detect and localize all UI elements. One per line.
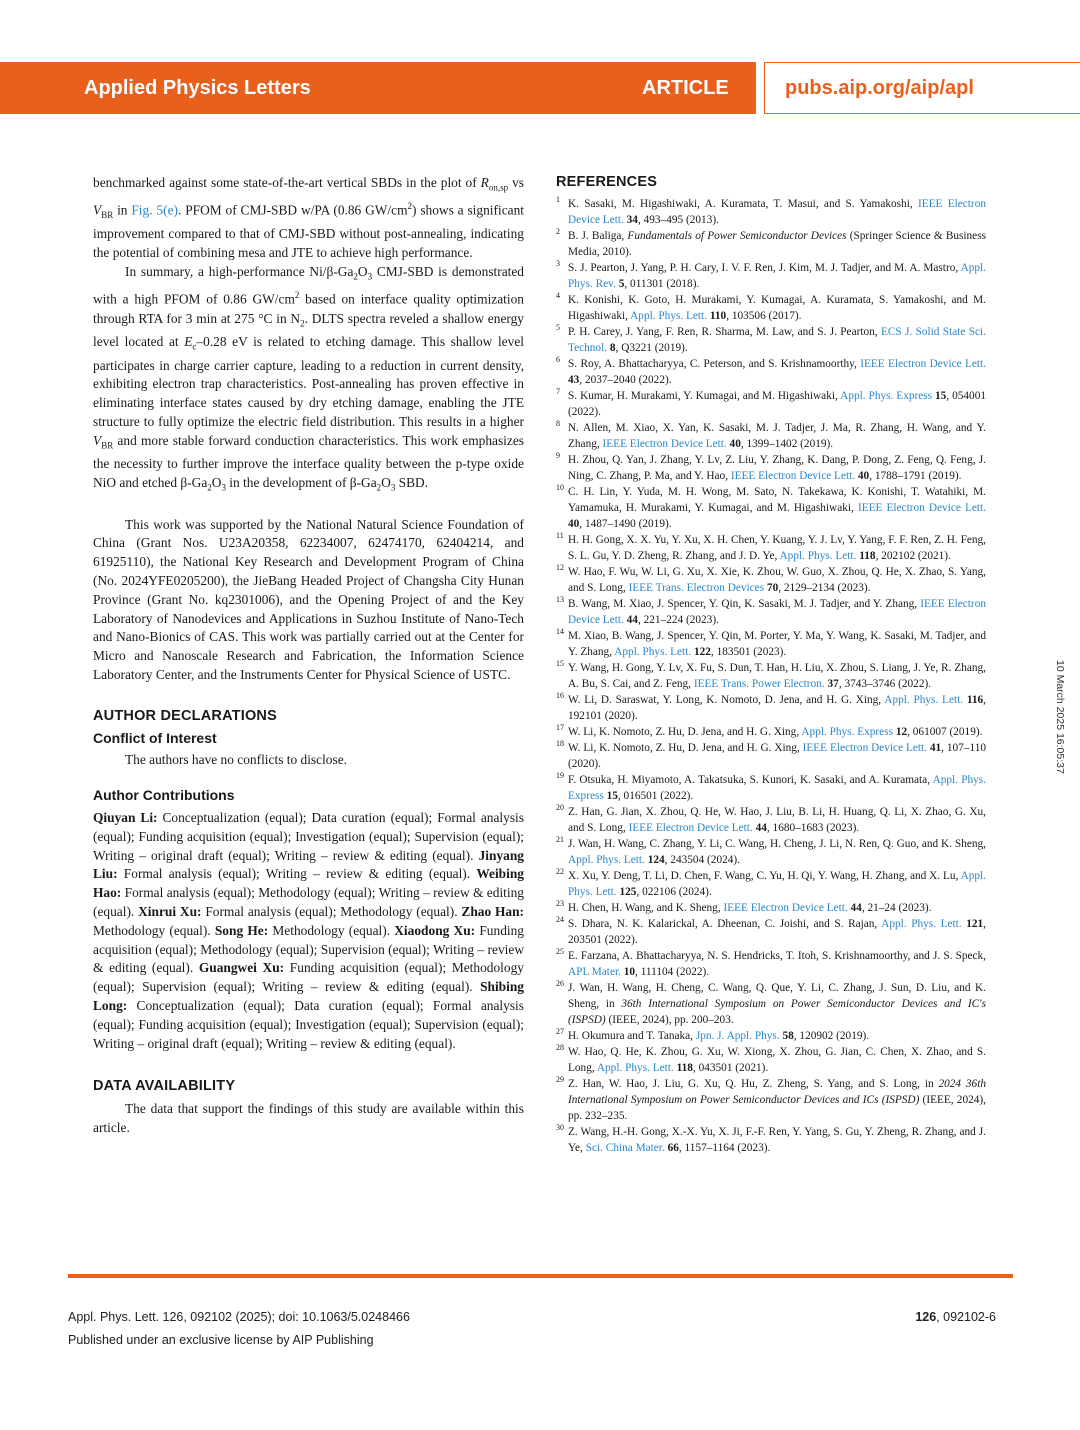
reference-number: 10 xyxy=(556,483,564,492)
section-heading-author-declarations: AUTHOR DECLARATIONS xyxy=(93,707,277,724)
journal-link[interactable]: IEEE Electron Device Lett. xyxy=(568,198,986,226)
reference-number: 22 xyxy=(556,867,564,876)
reference-item xyxy=(556,900,986,916)
reference-number: 9 xyxy=(556,451,560,460)
journal-link[interactable]: Appl. Phys. Rev. xyxy=(568,262,986,290)
reference-item xyxy=(556,724,986,740)
author-declarations-section xyxy=(93,707,524,1054)
reference-item xyxy=(556,868,986,900)
reference-number: 6 xyxy=(556,355,560,364)
journal-link[interactable]: Appl. Phys. Lett. xyxy=(881,918,962,930)
reference-number: 1 xyxy=(556,195,560,204)
reference-text: F. Otsuka, H. Miyamoto, A. Takatsuka, S. Kunori, K. Sasaki, and A. Kuramata, Appl. Phys. Express 15, 016501 (2022). xyxy=(568,774,986,802)
journal-link[interactable]: Appl. Phys. Express xyxy=(801,726,893,738)
reference-text: B. Wang, M. Xiao, J. Spencer, Y. Qin, K. Sasaki, M. J. Tadjer, and Y. Zhang, IEEE Electron Device Lett. 44, 221–224 (2023). xyxy=(568,598,986,626)
journal-link[interactable]: IEEE Electron Device Lett. xyxy=(802,742,927,754)
journal-header xyxy=(0,62,1080,114)
journal-link[interactable]: IEEE Electron Device Lett. xyxy=(628,822,753,834)
reference-number: 7 xyxy=(556,387,560,396)
reference-item xyxy=(556,740,986,772)
reference-item xyxy=(556,980,986,1028)
reference-number: 20 xyxy=(556,803,564,812)
journal-link[interactable]: IEEE Electron Device Lett. xyxy=(602,438,727,450)
journal-link[interactable]: Appl. Phys. Lett. xyxy=(596,1062,674,1074)
data-availability-text: The data that support the findings of this study are available within this article. xyxy=(93,1101,524,1135)
journal-link[interactable]: APL Mater. xyxy=(568,966,621,978)
reference-text: P. H. Carey, J. Yang, F. Ren, R. Sharma, M. Law, and S. J. Pearton, ECS J. Solid State Sci. Technol. 8, Q3221 (2019). xyxy=(568,326,986,354)
article-type-label: ARTICLE xyxy=(642,77,729,99)
reference-item xyxy=(556,596,986,628)
reference-item xyxy=(556,484,986,532)
reference-text: J. Wan, H. Wang, H. Cheng, C. Wang, Q. Que, Y. Li, C. Zhang, J. Sun, D. Liu, and K. Sheng, in 36th International Symposium on Power Semiconductor Devices and IC's (ISPSD) (IEEE, 2024), pp. 200–203. xyxy=(568,982,986,1026)
reference-text: W. Hao, Q. He, K. Zhou, G. Xu, W. Xiong, X. Zhou, G. Jian, C. Chen, X. Zhao, and S. Long, Appl. Phys. Lett. 118, 043501 (2021). xyxy=(568,1046,986,1074)
reference-item xyxy=(556,196,986,228)
references-column xyxy=(556,174,986,1156)
journal-url-box xyxy=(764,62,1080,114)
reference-item xyxy=(556,1076,986,1124)
journal-link[interactable]: Jpn. J. Appl. Phys. xyxy=(695,1030,780,1042)
footer-license: Published under an exclusive license by AIP Publishing xyxy=(68,1333,374,1347)
journal-link[interactable]: Appl. Phys. Lett. xyxy=(614,646,692,658)
reference-text: M. Xiao, B. Wang, J. Spencer, Y. Qin, M. Porter, Y. Ma, Y. Wang, K. Sasaki, M. Tadjer, and Y. Zhang, Appl. Phys. Lett. 122, 183501 (2023). xyxy=(568,630,986,658)
reference-text: Z. Han, W. Hao, J. Liu, G. Xu, Q. Hu, Z. Zheng, S. Yang, and S. Long, in 2024 36th International Symposium on Power Semiconductor Devices and ICs (ISPSD) (IEEE, 2024), pp. 232–235. xyxy=(568,1078,986,1122)
reference-item xyxy=(556,836,986,868)
footer-citation[interactable]: Appl. Phys. Lett. 126, 092102 (2025); doi: 10.1063/5.0248466 xyxy=(68,1310,410,1324)
reference-item xyxy=(556,1044,986,1076)
reference-item xyxy=(556,916,986,948)
reference-text: Y. Wang, H. Gong, Y. Lv, X. Fu, S. Dun, T. Han, H. Liu, X. Zhou, S. Liang, J. Ye, R. Zhang, A. Bu, S. Cai, and Z. Feng, IEEE Trans. Power Electron. 37, 3743–3746 (2022). xyxy=(568,662,986,690)
journal-link[interactable]: ECS J. Solid State Sci. Technol. xyxy=(568,326,986,354)
reference-text: C. H. Lin, Y. Yuda, M. H. Wong, M. Sato, N. Takekawa, K. Konishi, T. Watahiki, M. Yamamuka, H. Murakami, Y. Kumagai, and M. Higashiwaki, IEEE Electron Device Lett. 40, 1487–1490 (2019). xyxy=(568,486,986,530)
reference-item xyxy=(556,420,986,452)
journal-link[interactable]: IEEE Electron Device Lett. xyxy=(857,502,986,514)
reference-item xyxy=(556,692,986,724)
reference-item xyxy=(556,948,986,980)
journal-link[interactable]: IEEE Electron Device Lett. xyxy=(860,358,986,370)
reference-text: H. Zhou, Q. Yan, J. Zhang, Y. Lv, Z. Liu, Y. Zhang, K. Dang, P. Dong, Z. Feng, Q. Feng, J. Ning, C. Zhang, P. Ma, and Y. Hao, IEEE Electron Device Lett. 40, 1788–1791 (2019). xyxy=(568,454,986,482)
reference-number: 30 xyxy=(556,1123,564,1132)
journal-link[interactable]: Appl. Phys. Lett. xyxy=(779,550,857,562)
summary-paragraph: In summary, a high-performance $Ni/\beta-Ga_2O_3$ CMJ-SBD is demonstrated with a high PFOM of 0.86 $GW/cm^2$ based on interface quality optimization through RTA for 3 min at 275 °C in $N_2$. DLTS spectra reveled a shallow energy level located at $E_c-0.28$ eV is related to etching damage. This shallow level participates in charge carrier capture, leading to a reduction in current density, exhibiting electron trap characteristics. Post-annealing has proven effective in eliminating interface states caused by dry etching damage, enabling the JTE structure to fully optimize the electric field distribution. This results in a higher $V_{BR}$ and more stable forward conduction characteristics. This work emphasizes the necessity to further improve the interface quality between the p-type oxide NiO and etched $\beta-Ga_2O_3$ in the development of $\beta-Ga_2O_3$ SBD. xyxy=(93,264,525,493)
reference-item xyxy=(556,1124,986,1156)
subheading-conflict: Conflict of Interest xyxy=(93,729,217,746)
header-bar xyxy=(0,62,756,114)
reference-text: Z. Wang, H.-H. Gong, X.-X. Yu, X. Ji, F.-F. Ren, Y. Yang, S. Gu, Y. Zheng, R. Zhang, and J. Ye, Sci. China Mater. 66, 1157–1164 (2023). xyxy=(568,1126,986,1154)
journal-link[interactable]: Appl. Phys. Lett. xyxy=(568,870,986,898)
left-column xyxy=(93,174,524,1138)
reference-text: E. Farzana, A. Bhattacharyya, N. S. Hendricks, T. Itoh, S. Krishnamoorthy, and J. S. Speck, APL Mater. 10, 111104 (2022). xyxy=(568,950,986,978)
reference-item xyxy=(556,628,986,660)
reference-text: B. J. Baliga, Fundamentals of Power Semiconductor Devices (Springer Science & Business Media, 2010). xyxy=(568,230,986,258)
reference-item xyxy=(556,324,986,356)
reference-number: 23 xyxy=(556,899,564,908)
reference-text: J. Wan, H. Wang, C. Zhang, Y. Li, C. Wang, H. Cheng, J. Li, N. Ren, Q. Guo, and K. Sheng, Appl. Phys. Lett. 124, 243504 (2024). xyxy=(568,838,986,866)
journal-title[interactable]: Applied Physics Letters xyxy=(84,77,311,99)
reference-item xyxy=(556,772,986,804)
journal-link[interactable]: IEEE Trans. Power Electron. xyxy=(693,678,825,690)
journal-link[interactable]: Sci. China Mater. xyxy=(585,1142,665,1154)
reference-number: 26 xyxy=(556,979,564,988)
reference-text: N. Allen, M. Xiao, X. Yan, K. Sasaki, M. J. Tadjer, J. Ma, R. Zhang, H. Wang, and Y. Zhang, IEEE Electron Device Lett. 40, 1399–1402 (2019). xyxy=(568,422,986,450)
reference-text: W. Li, K. Nomoto, Z. Hu, D. Jena, and H. G. Xing, Appl. Phys. Express 12, 061007 (2019). xyxy=(568,726,983,738)
reference-number: 3 xyxy=(556,259,560,268)
reference-number: 14 xyxy=(556,627,564,636)
journal-link[interactable]: Appl. Phys. Express xyxy=(840,390,933,402)
journal-url-link[interactable]: pubs.aip.org/aip/apl xyxy=(785,77,974,99)
reference-item xyxy=(556,564,986,596)
reference-number: 5 xyxy=(556,323,560,332)
contributions-paragraph: Qiuyan Li: Conceptualization (equal); Data curation (equal); Formal analysis (equal); Funding acquisition (equal); Investigation (equal); Supervision (equal); Writing – original draft (equal); Writing – review & editing (equal). Jinyang Liu: Formal analysis (equal); Writing – review & editing (equal). Weibing Hao: Formal analysis (equal); Methodology (equal); Writing – review & editing (equal). Xinrui Xu: Formal analysis (equal); Methodology (equal). Zhao Han: Methodology (equal). Song He: Methodology (equal). Xiaodong Xu: Funding acquisition (equal); Methodology (equal); Supervision (equal); Writing – review & editing (equal). Guangwei Xu: Funding acquisition (equal); Methodology (equal); Supervision (equal); Writing – review & editing (equal). Shibing Long: Conceptualization (equal); Data curation (equal); Formal analysis (equal); Funding acquisition (equal); Investigation (equal); Supervision (equal); Writing – original draft (equal); Writing – review & editing (equal). xyxy=(93,809,525,1051)
journal-link[interactable]: IEEE Electron Device Lett. xyxy=(723,902,848,914)
reference-text: W. Li, K. Nomoto, Z. Hu, D. Jena, and H. G. Xing, IEEE Electron Device Lett. 41, 107–110 (2020). xyxy=(568,742,986,770)
footer-page-number: 126, 092102-6 xyxy=(915,1310,996,1324)
reference-item xyxy=(556,228,986,260)
section-heading-data-availability: DATA AVAILABILITY xyxy=(93,1078,236,1095)
footer-divider xyxy=(68,1274,1013,1278)
reference-number: 24 xyxy=(556,915,564,924)
reference-number: 29 xyxy=(556,1075,564,1084)
journal-link[interactable]: IEEE Electron Device Lett. xyxy=(730,470,856,482)
reference-number: 18 xyxy=(556,739,564,748)
reference-text: S. Roy, A. Bhattacharyya, C. Peterson, and S. Krishnamoorthy, IEEE Electron Device Lett. 43, 2037–2040 (2022). xyxy=(568,358,986,386)
references-heading: REFERENCES xyxy=(556,174,658,190)
reference-text: S. Kumar, H. Murakami, Y. Kumagai, and M. Higashiwaki, Appl. Phys. Express 15, 054001 (2022). xyxy=(568,390,986,418)
reference-item xyxy=(556,388,986,420)
reference-item xyxy=(556,804,986,836)
reference-text: W. Li, D. Saraswat, Y. Long, K. Nomoto, D. Jena, and H. G. Xing, Appl. Phys. Lett. 116, 192101 (2020). xyxy=(568,694,986,722)
reference-number: 16 xyxy=(556,691,564,700)
reference-number: 27 xyxy=(556,1027,564,1036)
reference-item xyxy=(556,452,986,484)
reference-number: 21 xyxy=(556,835,564,844)
reference-text: K. Konishi, K. Goto, H. Murakami, Y. Kumagai, A. Kuramata, S. Yamakoshi, and M. Higashiwaki, Appl. Phys. Lett. 110, 103506 (2017). xyxy=(568,294,986,322)
conflict-text: The authors have no conflicts to disclose. xyxy=(125,752,348,768)
reference-item xyxy=(556,1028,986,1044)
reference-item xyxy=(556,260,986,292)
reference-list xyxy=(556,196,986,1156)
reference-number: 8 xyxy=(556,419,560,428)
reference-text: X. Xu, Y. Deng, T. Li, D. Chen, F. Wang, C. Yu, H. Qi, Y. Wang, H. Zhang, and X. Lu, Appl. Phys. Lett. 125, 022106 (2024). xyxy=(568,870,986,898)
reference-item xyxy=(556,292,986,324)
subheading-contributions: Author Contributions xyxy=(93,787,235,804)
reference-number: 28 xyxy=(556,1043,564,1052)
data-availability-section xyxy=(93,1077,524,1137)
reference-text: H. Chen, H. Wang, and K. Sheng, IEEE Electron Device Lett. 44, 21–24 (2023). xyxy=(568,902,932,914)
figure-link[interactable]: Fig. 5(e) xyxy=(131,202,178,218)
reference-number: 19 xyxy=(556,771,564,780)
reference-number: 17 xyxy=(556,723,564,732)
reference-text: W. Hao, F. Wu, W. Li, G. Xu, X. Xie, K. Zhou, W. Guo, X. Zhou, Q. He, X. Zhao, S. Yang, and S. Long, IEEE Trans. Electron Devices 70, 2129–2134 (2023). xyxy=(568,566,986,594)
download-date-stamp: 10 March 2025 16:05:37 xyxy=(1054,660,1066,774)
reference-number: 12 xyxy=(556,563,564,572)
reference-text: K. Sasaki, M. Higashiwaki, A. Kuramata, T. Masui, and S. Yamakoshi, IEEE Electron Device Lett. 34, 493–495 (2013). xyxy=(568,198,986,226)
reference-number: 13 xyxy=(556,595,564,604)
journal-link[interactable]: Appl. Phys. Lett. xyxy=(568,854,645,866)
reference-text: S. J. Pearton, J. Yang, P. H. Cary, I. V. F. Ren, J. Kim, M. J. Tadjer, and M. A. Mastro, Appl. Phys. Rev. 5, 011301 (2018). xyxy=(568,262,986,290)
reference-text: H. Okumura and T. Tanaka, Jpn. J. Appl. Phys. 58, 120902 (2019). xyxy=(568,1030,870,1042)
acknowledgments-paragraph: This work was supported by the National Natural Science Foundation of China (Grant Nos. U23A20358, 62234007, 62474170, 62404214, and 61925110), the National Key Research and Development Program of China (No. 2024YFE0205200), the JieBang Headed Project of Changsha City Hunan Province (Grant No. kq2301006), and the Opening Project of and the Key Laboratory of Nanodevices and Applications in Suzhou Institute of Nano-Tech and Nano-Bionics of CAS. This work was partially carried out at the Center for Micro and Nanoscale Research and Fabrication, the Information Science Laboratory Center, and the Instruments Center for Physical Science of USTC. xyxy=(93,516,524,682)
reference-number: 4 xyxy=(556,291,560,300)
reference-number: 2 xyxy=(556,227,560,236)
reference-item xyxy=(556,356,986,388)
reference-number: 25 xyxy=(556,947,564,956)
journal-link[interactable]: Appl. Phys. Express xyxy=(568,774,986,802)
reference-text: Z. Han, G. Jian, X. Zhou, Q. He, W. Hao, J. Liu, B. Li, H. Huang, Q. Li, X. Zhao, G. Xu, and S. Long, IEEE Electron Device Lett. 44, 1680–1683 (2023). xyxy=(568,806,986,834)
journal-link[interactable]: Appl. Phys. Lett. xyxy=(630,310,708,322)
body-paragraph-1: benchmarked against some state-of-the-art vertical SBDs in the plot of $R_{on,sp}$ vs $V_{BR}$ in Fig. 5(e). PFOM of CMJ-SBD w/PA (0.86 $GW/cm^2$) shows a significant improvement compared to that of CMJ-SBD without post-annealing, indicating the potential of combining mesa and JTE to achieve high performance. xyxy=(93,175,524,261)
reference-number: 11 xyxy=(556,531,564,540)
reference-item xyxy=(556,532,986,564)
reference-item xyxy=(556,660,986,692)
reference-text: S. Dhara, N. K. Kalarickal, A. Dheenan, C. Joishi, and S. Rajan, Appl. Phys. Lett. 121, 203501 (2022). xyxy=(568,918,986,946)
reference-text: H. H. Gong, X. X. Yu, Y. Xu, X. H. Chen, Y. Kuang, Y. J. Lv, Y. Yang, F. F. Ren, Z. H. Feng, S. L. Gu, Y. D. Zheng, R. Zhang, and J. D. Ye, Appl. Phys. Lett. 118, 202102 (2021). xyxy=(568,534,986,562)
journal-link[interactable]: IEEE Trans. Electron Devices xyxy=(628,582,765,594)
journal-link[interactable]: Appl. Phys. Lett. xyxy=(884,694,964,706)
reference-number: 15 xyxy=(556,659,564,668)
journal-link[interactable]: IEEE Electron Device Lett. xyxy=(568,598,986,626)
